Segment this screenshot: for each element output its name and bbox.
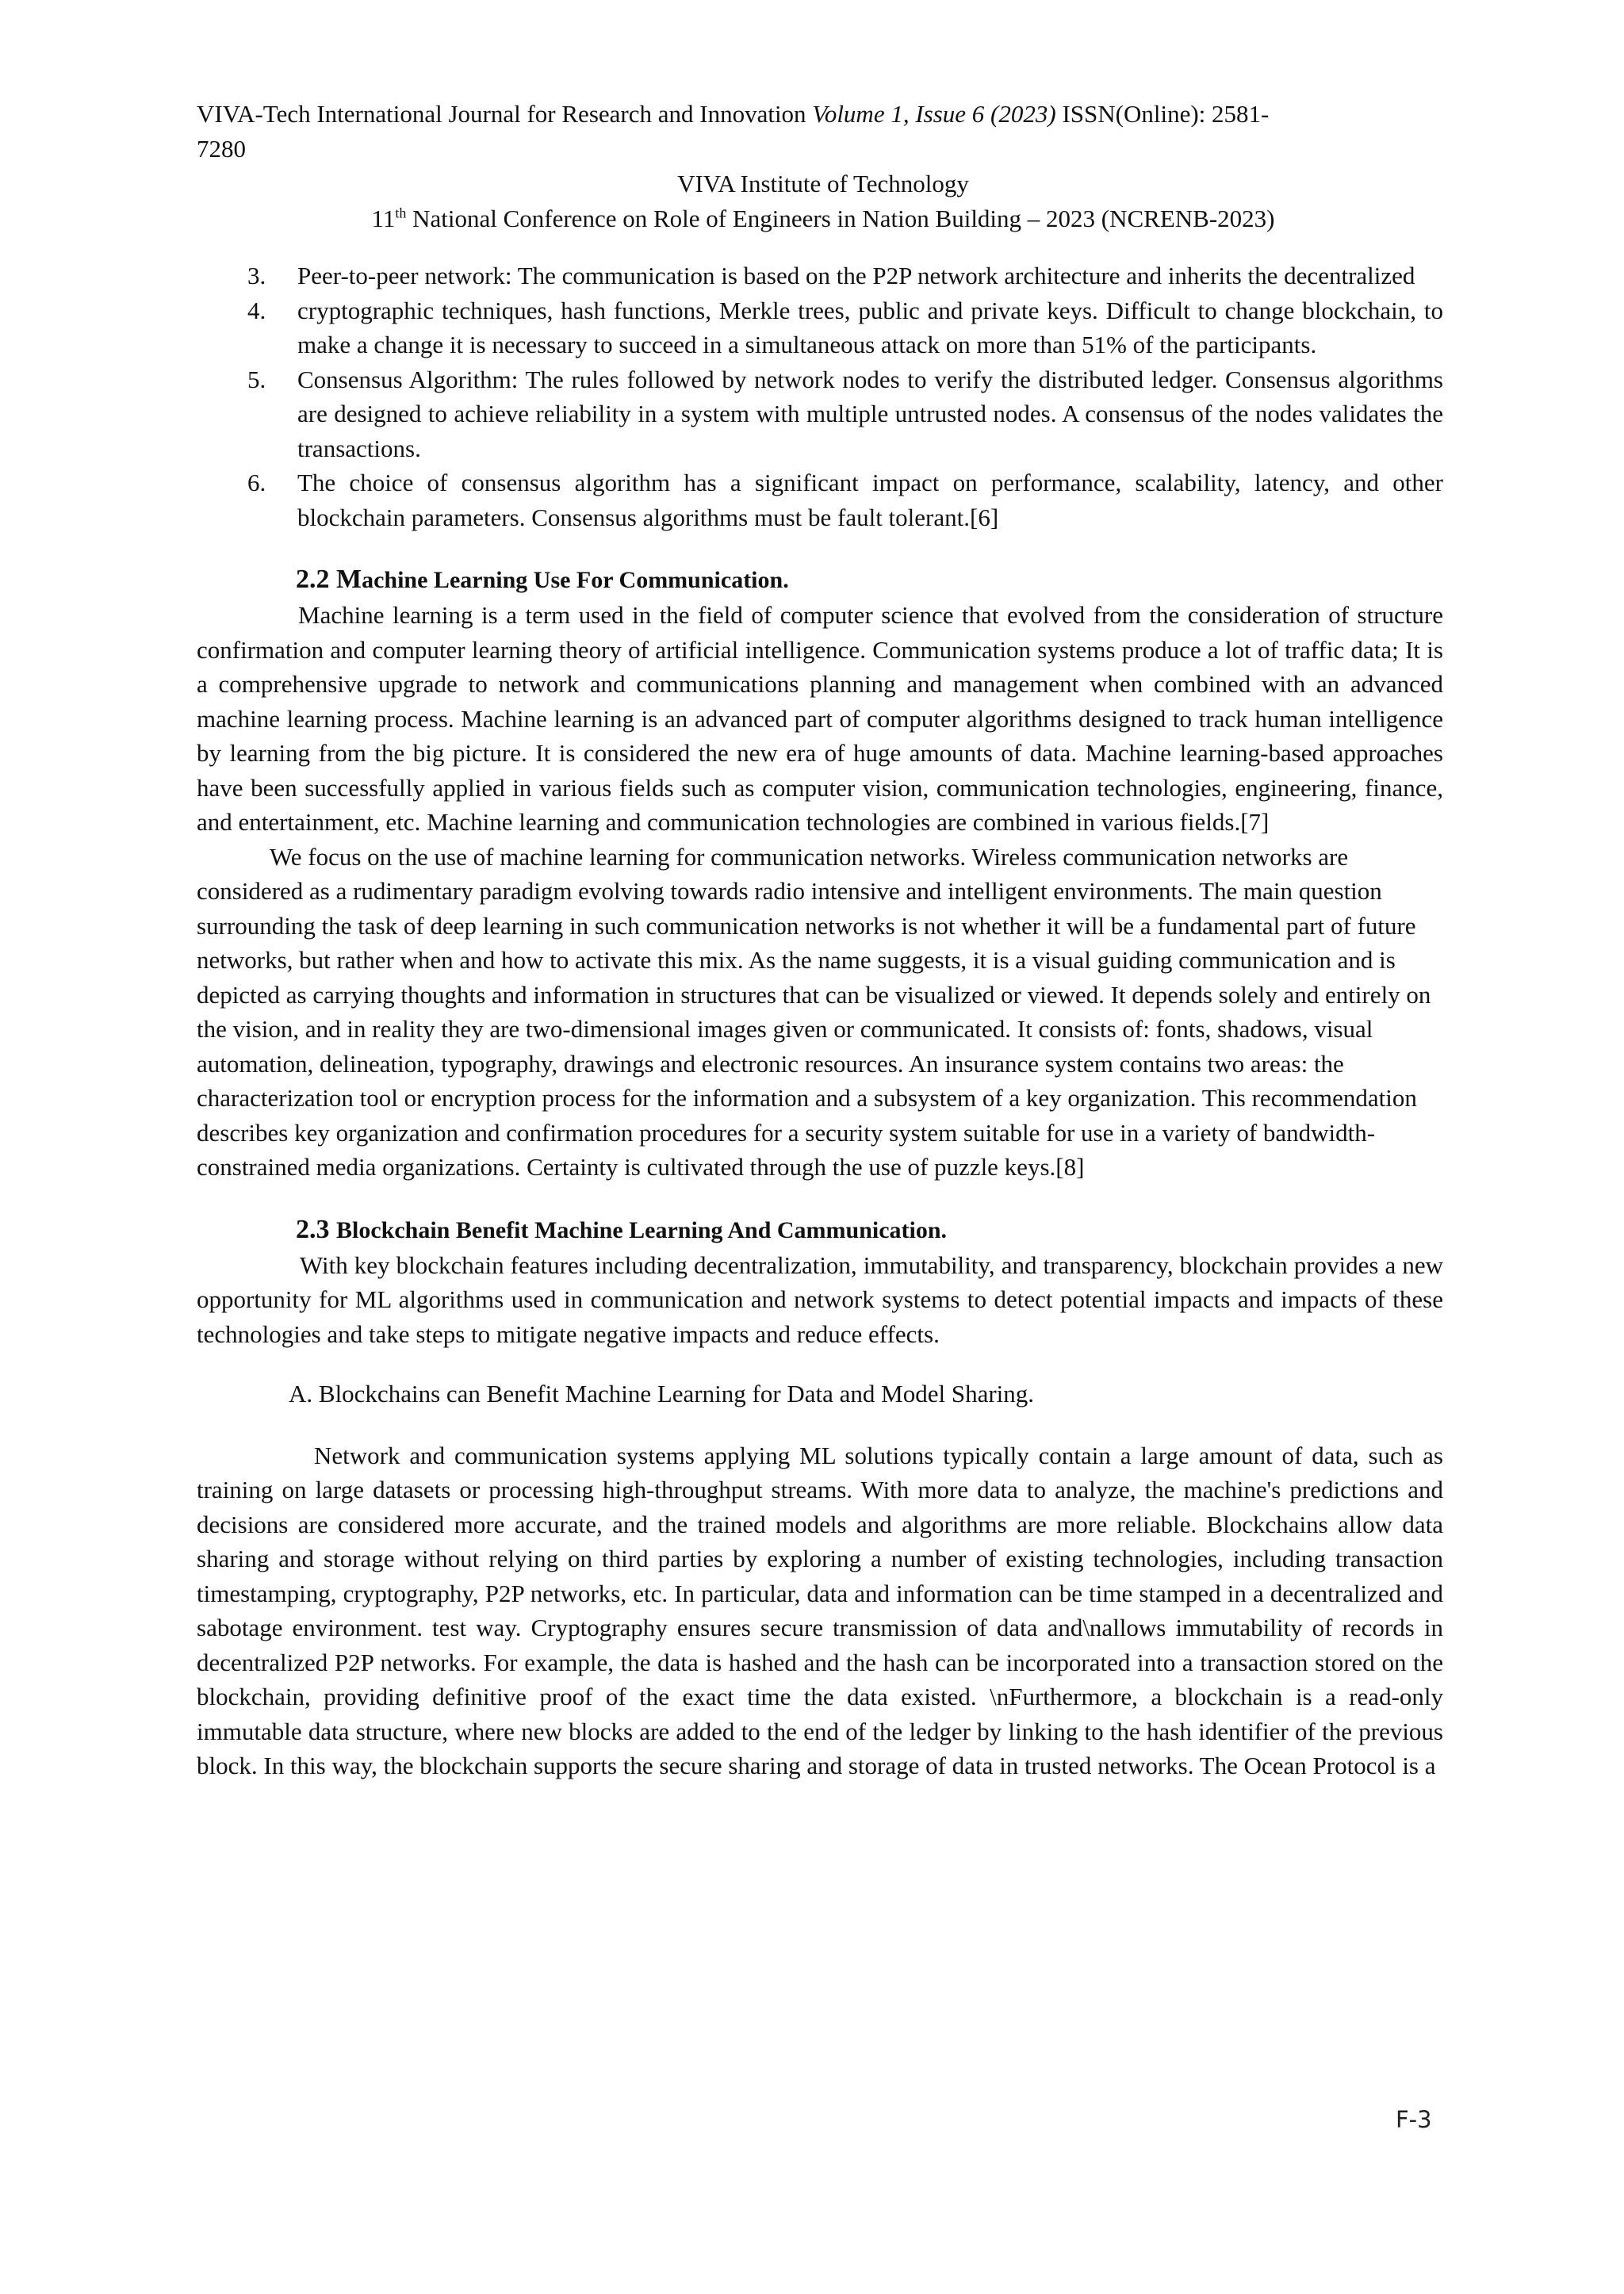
list-item-text: Peer-to-peer network: The communication is based on the P2P network architecture and inherits the decentralized [297,262,1415,289]
conference-name [197,201,1450,236]
list-item-number: 3. [247,262,266,289]
blockchain-features-list [197,259,1443,534]
conference-number: 11 [371,205,396,232]
body-content [197,259,1443,1783]
list-item [197,465,1443,534]
list-item-text: cryptographic techniques, hash functions, Merkle trees, public and private keys. Difficult to change blockchain, to make a change it is necessary to succeed in a simultaneous attack on more than 51% of the participants. [297,296,1443,358]
list-item-number: 6. [247,469,266,496]
conference-title: National Conference on Role of Engineers in Nation Building – 2023 (NCRENB-2023) [406,205,1275,232]
paragraph-blockchain-intro: With key blockchain features including decentralization, immutability, and transparency, blockchain provides a new opportunity for ML algorithms used in communication and network systems to detect potential impacts and impacts of these technologies and take steps to mitigate negative impacts and reduce effects. [197,1250,1443,1348]
journal-issn-continued: 7280 [197,135,246,163]
paragraph-ml-communication: We focus on the use of machine learning for communication networks. Wireless communication networks are considered as a rudimentary paradigm evolving towards radio intensive and intelligent environments. The main question surrounding the task of deep learning in such communication networks is not whether it will be a fundamental part of future networks, but rather when and how to activate this mix. As the name suggests, it is a visual guiding communication and is depicted as carrying thoughts and information in structures that can be visualized or viewed. It depends solely and entirely on the vision, and in reality they are two-dimensional images given or communicated. It consists of: fonts, shadows, visual automation, delineation, typography, drawings and electronic resources. An insurance system contains two areas: the characterization tool or encryption process for the information and a subsystem of a key organization. This recommendation describes key organization and confirmation procedures for a security system suitable for use in a variety of bandwidth-constrained media organizations. Certainty is cultivated through the use of puzzle keys.[8] [197,842,1431,1181]
list-item [197,362,1443,466]
list-item-number: 5. [247,365,266,393]
running-header [197,97,1450,236]
journal-line [197,97,1450,132]
section-title-initial: M [336,565,362,594]
journal-name: VIVA-Tech International Journal for Research and Innovation [197,100,813,128]
section-number: 2.3 [296,1214,336,1244]
page-number: F-3 [1396,2106,1432,2133]
paragraph-ml-intro: Machine learning is a term used in the field of computer science that evolved from the consideration of structure confirmation and computer learning theory of artificial intelligence. Communication systems produce a lot of traffic data; It is a comprehensive upgrade to network and communications planning and management when combined with an advanced machine learning process. Machine learning is an advanced part of computer algorithms designed to track human intelligence by learning from the big picture. It is considered the new era of huge amounts of data. Machine learning-based approaches have been successfully applied in various fields such as computer vision, communication technologies, engineering, finance, and entertainment, etc. Machine learning and communication technologies are combined in various fields.[7] [197,601,1443,836]
journal-issn: ISSN(Online): 2581- [1055,100,1270,128]
list-item-text: The choice of consensus algorithm has a significant impact on performance, scalability, latency, and other blockchain parameters. Consensus algorithms must be fault tolerant.[6] [297,469,1443,531]
section-number: 2.2 [296,565,336,594]
journal-volume: Volume 1, Issue 6 (2023) [812,100,1056,128]
paragraph-data-sharing: Network and communication systems applying ML solutions typically contain a large amount of data, such as training on large datasets or processing high-throughput streams. With more data to analyze, the machine's predictions and decisions are considered more accurate, and the trained models and algorithms are more reliable. Blockchains allow data sharing and storage without relying on third parties by exploring a number of existing technologies, including transaction timestamping, cryptography, P2P networks, etc. In particular, data and information can be time stamped in a decentralized and sabotage environment. test way. Cryptography ensures secure transmission of data and\nallows immutability of records in decentralized P2P networks. For example, the data is hashed and the hash can be incorporated into a transaction stored on the blockchain, providing definitive proof of the exact time the data existed. \nFurthermore, a blockchain is a read-only immutable data structure, where new blocks are added to the end of the ledger by linking to the hash identifier of the previous block. In this way, the blockchain supports the secure sharing and storage of data in trusted networks. The Ocean Protocol is a [197,1441,1443,1779]
list-item-text: Consensus Algorithm: The rules followed by network nodes to verify the distributed ledger. Consensus algorithms are designed to achieve reliability in a system with multiple untrusted nodes. A consensus of the nodes validates the transactions. [297,365,1443,462]
list-item-number: 4. [247,296,266,324]
section-title: Blockchain Benefit Machine Learning And Cammunication. [336,1216,948,1243]
subsection-heading-a: A. Blockchains can Benefit Machine Learning for Data and Model Sharing. [289,1380,1035,1407]
section-heading-2-3 [296,1212,1443,1248]
section-title: achine Learning Use For Communication. [362,567,789,593]
list-item [197,293,1443,362]
conference-ordinal: th [395,205,407,221]
section-heading-2-2 [296,562,1443,598]
institute-name: VIVA Institute of Technology [677,170,969,197]
list-item [197,259,1443,293]
